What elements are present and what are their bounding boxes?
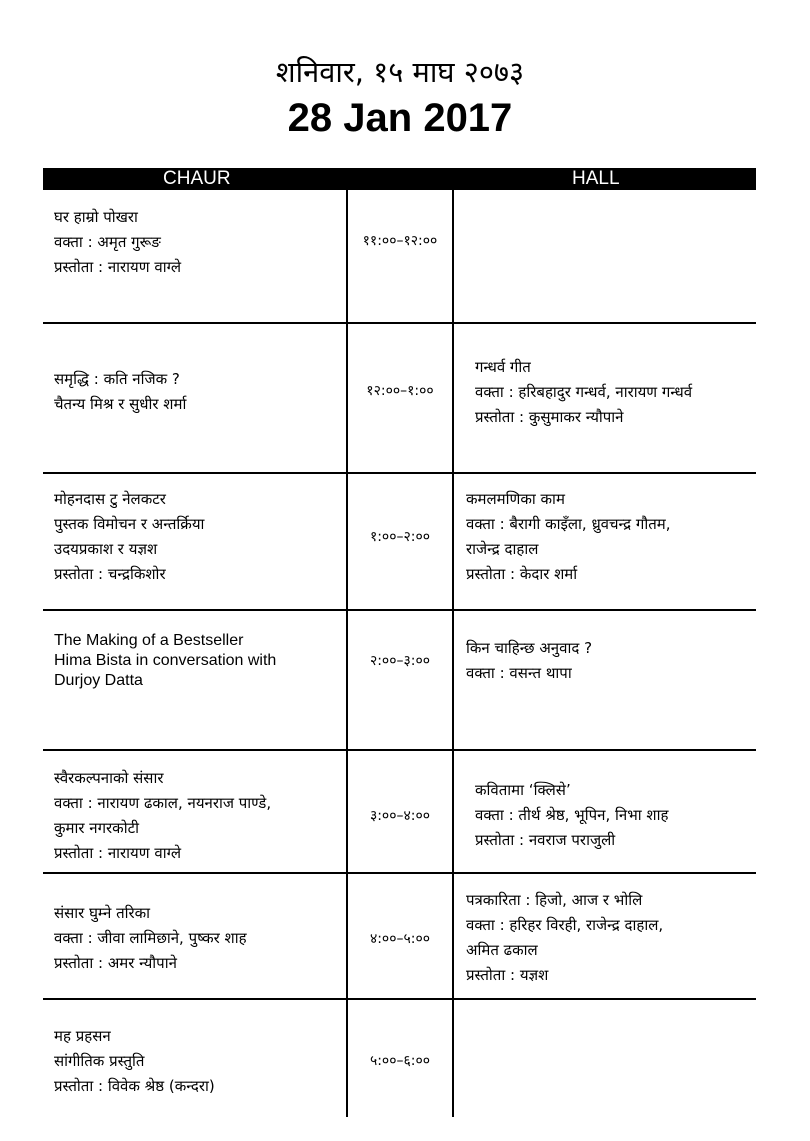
session-line: राजेन्द्र दाहाल [466, 540, 539, 558]
time-slot: ११:००–१२:०० [362, 233, 438, 249]
session-line: पत्रकारिता : हिजो, आज र भोलि [466, 891, 643, 909]
session-line: Durjoy Datta [54, 672, 143, 689]
session-line: प्रस्तोता : नारायण वाग्ले [54, 844, 181, 862]
schedule-header-bar [43, 168, 756, 190]
session-line: सांगीतिक प्रस्तुति [54, 1052, 145, 1070]
session-line: वक्ता : तीर्थ श्रेष्ठ, भूपिन, निभा शाह [475, 806, 669, 824]
row-divider [43, 322, 756, 324]
row-divider [43, 872, 756, 874]
row-divider [43, 749, 756, 751]
session-line: संसार घुम्ने तरिका [54, 904, 151, 922]
session-line: The Making of a Bestseller [54, 632, 244, 649]
chaur-session [54, 487, 204, 587]
session-line: कमलमणिका काम [466, 490, 565, 508]
session-line: प्रस्तोता : चन्द्रकिशोर [54, 565, 166, 583]
time-slot: ४:००–५:०० [369, 931, 431, 947]
session-line: प्रस्तोता : यज्ञश [466, 966, 549, 984]
chaur-session [54, 901, 247, 976]
row-divider [43, 472, 756, 474]
hall-session [466, 888, 663, 988]
session-line: पुस्तक विमोचन र अन्तर्क्रिया [54, 515, 205, 533]
session-line: प्रस्तोता : नारायण वाग्ले [54, 258, 181, 276]
session-line: वक्ता : हरिहर विरही, राजेन्द्र दाहाल, [466, 916, 664, 934]
chaur-session [54, 766, 271, 866]
time-slot: ३:००–४:०० [369, 808, 431, 824]
session-line: प्रस्तोता : नवराज पराजुली [475, 831, 616, 849]
date-nepali: शनिवार, १५ माघ २०७३ [275, 55, 525, 89]
session-line: अमित ढकाल [466, 941, 538, 959]
session-line: उदयप्रकाश र यज्ञश [54, 540, 158, 558]
session-line: मह प्रहसन [54, 1027, 111, 1045]
hall-session [475, 355, 692, 430]
chaur-session [54, 1024, 215, 1099]
session-line: किन चाहिन्छ अनुवाद ? [466, 639, 593, 657]
hall-session [466, 636, 592, 686]
session-line: वक्ता : नारायण ढकाल, नयनराज पाण्डे, [54, 794, 272, 812]
session-line: वक्ता : बैरागी काइँला, ध्रुवचन्द्र गौतम, [466, 515, 671, 533]
time-slot: १२:००–१:०० [366, 383, 434, 399]
session-line: घर हाम्रो पोखरा [54, 208, 138, 226]
session-line: कुमार नगरकोटी [54, 819, 140, 837]
session-line: वक्ता : जीवा लामिछाने, पुष्कर शाह [54, 929, 247, 947]
session-line: स्वैरकल्पनाको संसार [54, 769, 164, 787]
session-line: चैतन्य मिश्र र सुधीर शर्मा [54, 395, 187, 413]
session-line: Hima Bista in conversation with [54, 652, 277, 669]
session-line: प्रस्तोता : विवेक श्रेष्ठ (कन्दरा) [54, 1077, 215, 1095]
session-line: वक्ता : अमृत गुरूङ [54, 233, 161, 251]
time-slot: २:००–३:०० [369, 653, 431, 669]
session-line: समृद्धि : कति नजिक ? [54, 370, 180, 388]
chaur-session [54, 367, 186, 417]
session-line: वक्ता : हरिबहादुर गन्धर्व, नारायण गन्धर्व [475, 383, 693, 401]
session-line: मोहनदास टु नेलकटर [54, 490, 166, 508]
session-line: गन्धर्व गीत [475, 358, 531, 376]
chaur-session [54, 205, 181, 280]
date-english: 28 Jan 2017 [287, 96, 513, 140]
hall-session [475, 778, 668, 853]
session-line: वक्ता : वसन्त थापा [466, 664, 572, 682]
row-divider [43, 998, 756, 1000]
time-slot: ५:००–६:०० [369, 1053, 431, 1069]
session-line: प्रस्तोता : केदार शर्मा [466, 565, 578, 583]
session-line: प्रस्तोता : कुसुमाकर न्यौपाने [475, 408, 624, 426]
column-header-chaur: CHAUR [163, 168, 231, 189]
hall-session [466, 487, 671, 587]
session-line: कवितामा ‘क्लिसे’ [475, 781, 571, 799]
divider-time-hall [452, 190, 454, 1117]
row-divider [43, 609, 756, 611]
chaur-session [54, 631, 276, 691]
session-line: प्रस्तोता : अमर न्यौपाने [54, 954, 177, 972]
time-slot: १:००–२:०० [369, 529, 431, 545]
column-header-hall: HALL [572, 168, 620, 189]
